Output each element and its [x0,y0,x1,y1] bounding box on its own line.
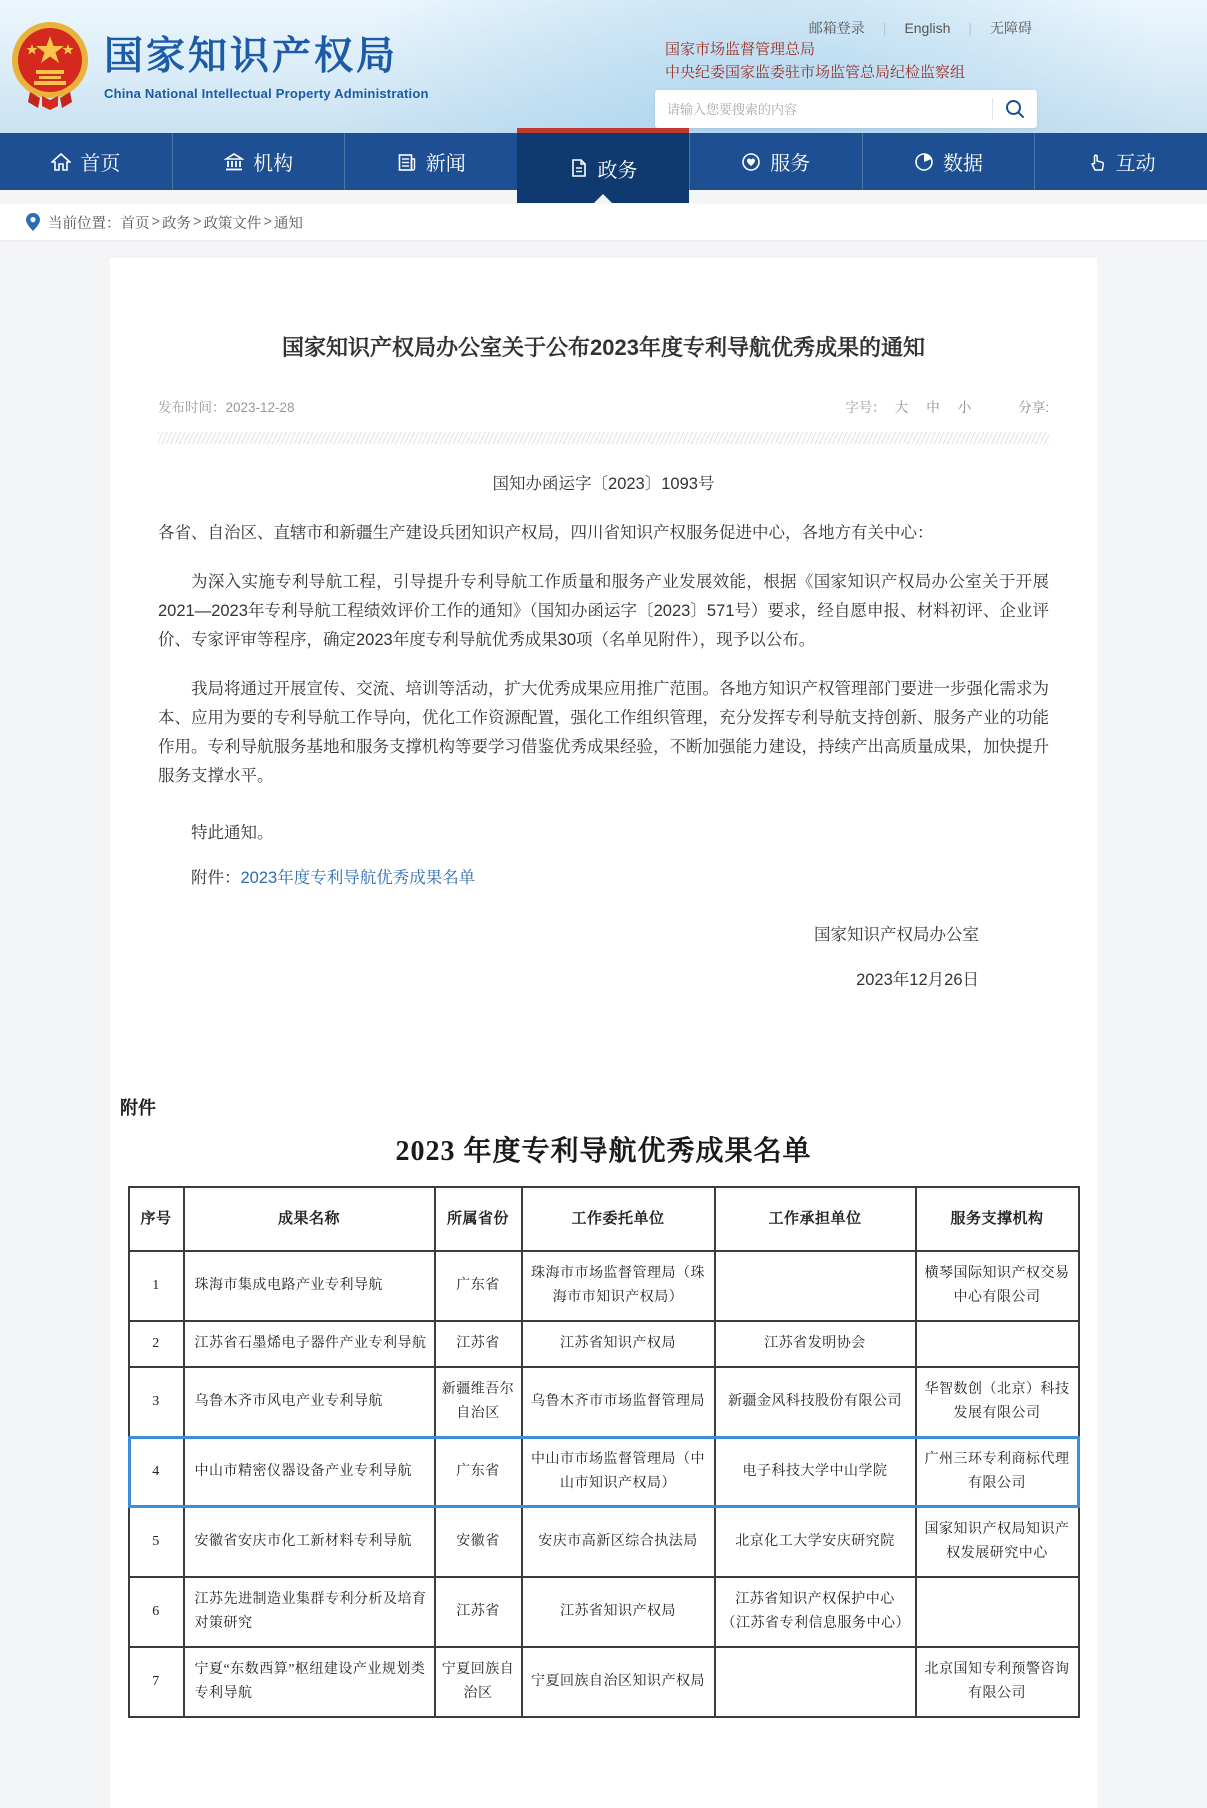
divider: | [968,20,972,36]
table-row [129,1367,1079,1437]
cell-undertaking-unit [715,1251,916,1321]
cell-index: 5 [129,1507,184,1577]
cell-support-agency: 北京国知专利预警咨询有限公司 [916,1647,1079,1717]
attachment-label: 附件 [120,1098,156,1118]
search-button[interactable] [993,90,1037,128]
cell-index: 1 [129,1251,184,1321]
doc-number: 国知办函运字〔2023〕1093号 [492,475,715,493]
cell-province: 江苏省 [435,1577,522,1647]
col-header-province: 所属省份 [435,1187,522,1251]
cell-achievement: 安徽省安庆市化工新材料专利导航 [184,1507,435,1577]
nav-item-interact[interactable] [1034,133,1207,190]
article-body [158,519,1049,848]
nav-label: 互动 [1115,153,1156,175]
site-header [0,0,1207,133]
signature-date: 2023年12月26日 [856,971,979,989]
related-link-discipline[interactable]: 中央纪委国家监委驻市场监管总局纪检监察组 [665,64,966,81]
news-icon [397,152,417,172]
closing-line: 特此通知。 [191,824,274,842]
nav-label: 政务 [597,159,638,182]
article-meta [158,396,1049,416]
related-link-samr[interactable]: 国家市场监督管理总局 [665,41,816,58]
interact-hand-icon [1087,152,1107,172]
breadcrumb-policy-files[interactable]: 政策文件 [203,215,262,232]
breadcrumb-prefix: 当前位置： [48,215,121,232]
col-header-support-agency: 服务支撑机构 [916,1187,1079,1251]
results-table [128,1186,1080,1718]
page-title: 国家知识产权局办公室关于公布2023年度专利导航优秀成果的通知 [282,335,925,360]
related-links [665,38,965,84]
cell-index: 2 [129,1321,184,1367]
attachment-line-label: 附件： [191,869,241,887]
table-row [129,1647,1079,1717]
cell-province: 江苏省 [435,1321,522,1367]
main-nav [0,133,1207,190]
nav-label: 机构 [253,153,294,175]
home-icon [51,152,71,172]
breadcrumb-separator: > [192,214,202,230]
nav-label: 数据 [942,153,983,175]
breadcrumb [0,204,1207,240]
cell-support-agency: 广州三环专利商标代理有限公司 [916,1437,1079,1507]
attachment-line [158,864,1049,893]
gov-document-icon [569,158,589,178]
attachment-link[interactable]: 2023年度专利导航优秀成果名单 [240,869,476,887]
font-size-small-button[interactable]: 小 [957,400,972,415]
nav-item-institution[interactable] [172,133,345,190]
breadcrumb-government[interactable]: 政务 [161,215,191,232]
cell-entrusting-unit: 江苏省知识产权局 [522,1577,715,1647]
col-header-achievement: 成果名称 [184,1187,435,1251]
brand[interactable] [8,16,429,110]
cell-province: 广东省 [435,1437,522,1507]
cell-achievement: 中山市精密仪器设备产业专利导航 [184,1437,435,1507]
cell-index: 7 [129,1647,184,1717]
breadcrumb-notice[interactable]: 通知 [273,215,303,232]
cell-support-agency [916,1577,1079,1647]
cell-entrusting-unit: 珠海市市场监督管理局（珠海市市知识产权局） [522,1251,715,1321]
nav-item-home[interactable] [0,133,172,190]
nav-item-government-affairs[interactable] [517,133,689,203]
cell-province: 安徽省 [435,1507,522,1577]
cell-achievement: 江苏先进制造业集群专利分析及培育对策研究 [184,1577,435,1647]
share-label[interactable]: 分享: [1018,400,1049,415]
table-row [129,1251,1079,1321]
cell-index: 6 [129,1577,184,1647]
table-header-row [129,1187,1079,1251]
table-row [129,1321,1079,1367]
magnifier-icon [1004,98,1026,120]
signature-org: 国家知识产权局办公室 [814,926,979,944]
mail-login-link[interactable]: 邮箱登录 [808,20,865,36]
attachment-title: 2023 年度专利导航优秀成果名单 [395,1136,812,1167]
cell-province: 广东省 [435,1251,522,1321]
publish-time: 发布时间：2023-12-28 [158,400,295,415]
accessibility-link[interactable]: 无障碍 [990,20,1032,36]
col-header-undertaking-unit: 工作承担单位 [715,1187,916,1251]
cell-entrusting-unit: 宁夏回族自治区知识产权局 [522,1647,715,1717]
nav-item-service[interactable] [689,133,862,190]
col-header-index: 序号 [129,1187,184,1251]
breadcrumb-separator: > [151,214,160,230]
cell-undertaking-unit: 电子科技大学中山学院 [715,1437,916,1507]
location-pin-icon [26,213,40,231]
table-row [129,1507,1079,1577]
cell-entrusting-unit: 中山市市场监督管理局（中山市知识产权局） [522,1437,715,1507]
cell-achievement: 乌鲁木齐市风电产业专利导航 [184,1367,435,1437]
top-links [791,18,1050,38]
content-card [110,258,1097,1808]
search-input[interactable] [655,90,992,128]
service-icon [741,152,761,172]
cell-support-agency: 国家知识产权局知识产权发展研究中心 [916,1507,1079,1577]
col-header-entrusting-unit: 工作委托单位 [522,1187,715,1251]
nav-item-news[interactable] [344,133,517,190]
divider: | [882,20,887,36]
cell-entrusting-unit: 乌鲁木齐市市场监督管理局 [522,1367,715,1437]
font-size-label: 字号： [845,400,886,415]
cell-undertaking-unit: 新疆金风科技股份有限公司 [715,1367,916,1437]
paragraph: 我局将通过开展宣传、交流、培训等活动，扩大优秀成果应用推广范围。各地方知识产权管理部门要进一步强化需求为本、应用为要的专利导航工作导向，优化工作资源配置，强化工作组织管理，充分发挥专利导航支持创新、服务产业的功能作用。专利导航服务基地和服务支撑机构等要学习借鉴优秀成果经验，不断加强能力建设，持续产出高质量成果，加快提升服务支撑水平。 [158,680,1049,785]
cell-index: 4 [129,1437,184,1507]
attachment-section [110,1094,1097,1758]
nav-item-data[interactable] [862,133,1035,190]
nav-label: 新闻 [425,153,466,175]
paragraph: 为深入实施专利导航工程，引导提升专利导航工作质量和服务产业发展效能，根据《国家知识产权局办公室关于开展2021—2023年专利导航工程绩效评价工作的通知》（国知办函运字〔2023〕571号）要求，经自愿申报、材料初评、企业评价、专家评审等程序，确定2023年度专利导航优秀成果30项（名单见附件），现予以公布。 [158,573,1049,649]
breadcrumb-separator: > [263,214,272,230]
data-pie-icon [914,152,934,172]
cell-achievement: 珠海市集成电路产业专利导航 [184,1251,435,1321]
cell-entrusting-unit: 安庆市高新区综合执法局 [522,1507,715,1577]
cell-support-agency: 华智数创（北京）科技发展有限公司 [916,1367,1079,1437]
font-size-medium-button[interactable]: 中 [926,400,940,415]
table-row [129,1577,1079,1647]
national-emblem-icon [8,16,92,110]
cell-undertaking-unit [715,1647,916,1717]
table-row-highlighted [129,1437,1079,1507]
salutation: 各省、自治区、直辖市和新疆生产建设兵团知识产权局，四川省知识产权服务促进中心，各地方有关中心： [158,524,934,542]
cell-support-agency: 横琴国际知识产权交易中心有限公司 [916,1251,1079,1321]
cell-index: 3 [129,1367,184,1437]
nav-label: 服务 [770,153,811,175]
cell-undertaking-unit: 北京化工大学安庆研究院 [715,1507,916,1577]
cell-entrusting-unit: 江苏省知识产权局 [522,1321,715,1367]
cell-undertaking-unit: 江苏省知识产权保护中心（江苏省专利信息服务中心） [715,1577,916,1647]
english-link[interactable]: English [904,20,951,36]
breadcrumb-home[interactable]: 首页 [120,215,150,232]
cell-achievement: 江苏省石墨烯电子器件产业专利导航 [184,1321,435,1367]
font-size-large-button[interactable]: 大 [894,400,909,415]
hatched-divider [158,432,1049,444]
cell-achievement: 宁夏“东数西算”枢纽建设产业规划类专利导航 [184,1647,435,1717]
nav-label: 首页 [80,153,121,175]
institution-icon [224,152,244,172]
cell-support-agency [916,1321,1079,1367]
notice-article [110,258,1097,990]
site-subtitle: China National Intellectual Property Administration [104,86,429,101]
cell-undertaking-unit: 江苏省发明协会 [715,1321,916,1367]
signature-block [158,921,1049,990]
cell-province: 宁夏回族自治区 [435,1647,522,1717]
site-title: 国家知识产权局 [104,35,399,78]
cell-province: 新疆维吾尔自治区 [435,1367,522,1437]
search-box [655,90,1037,128]
